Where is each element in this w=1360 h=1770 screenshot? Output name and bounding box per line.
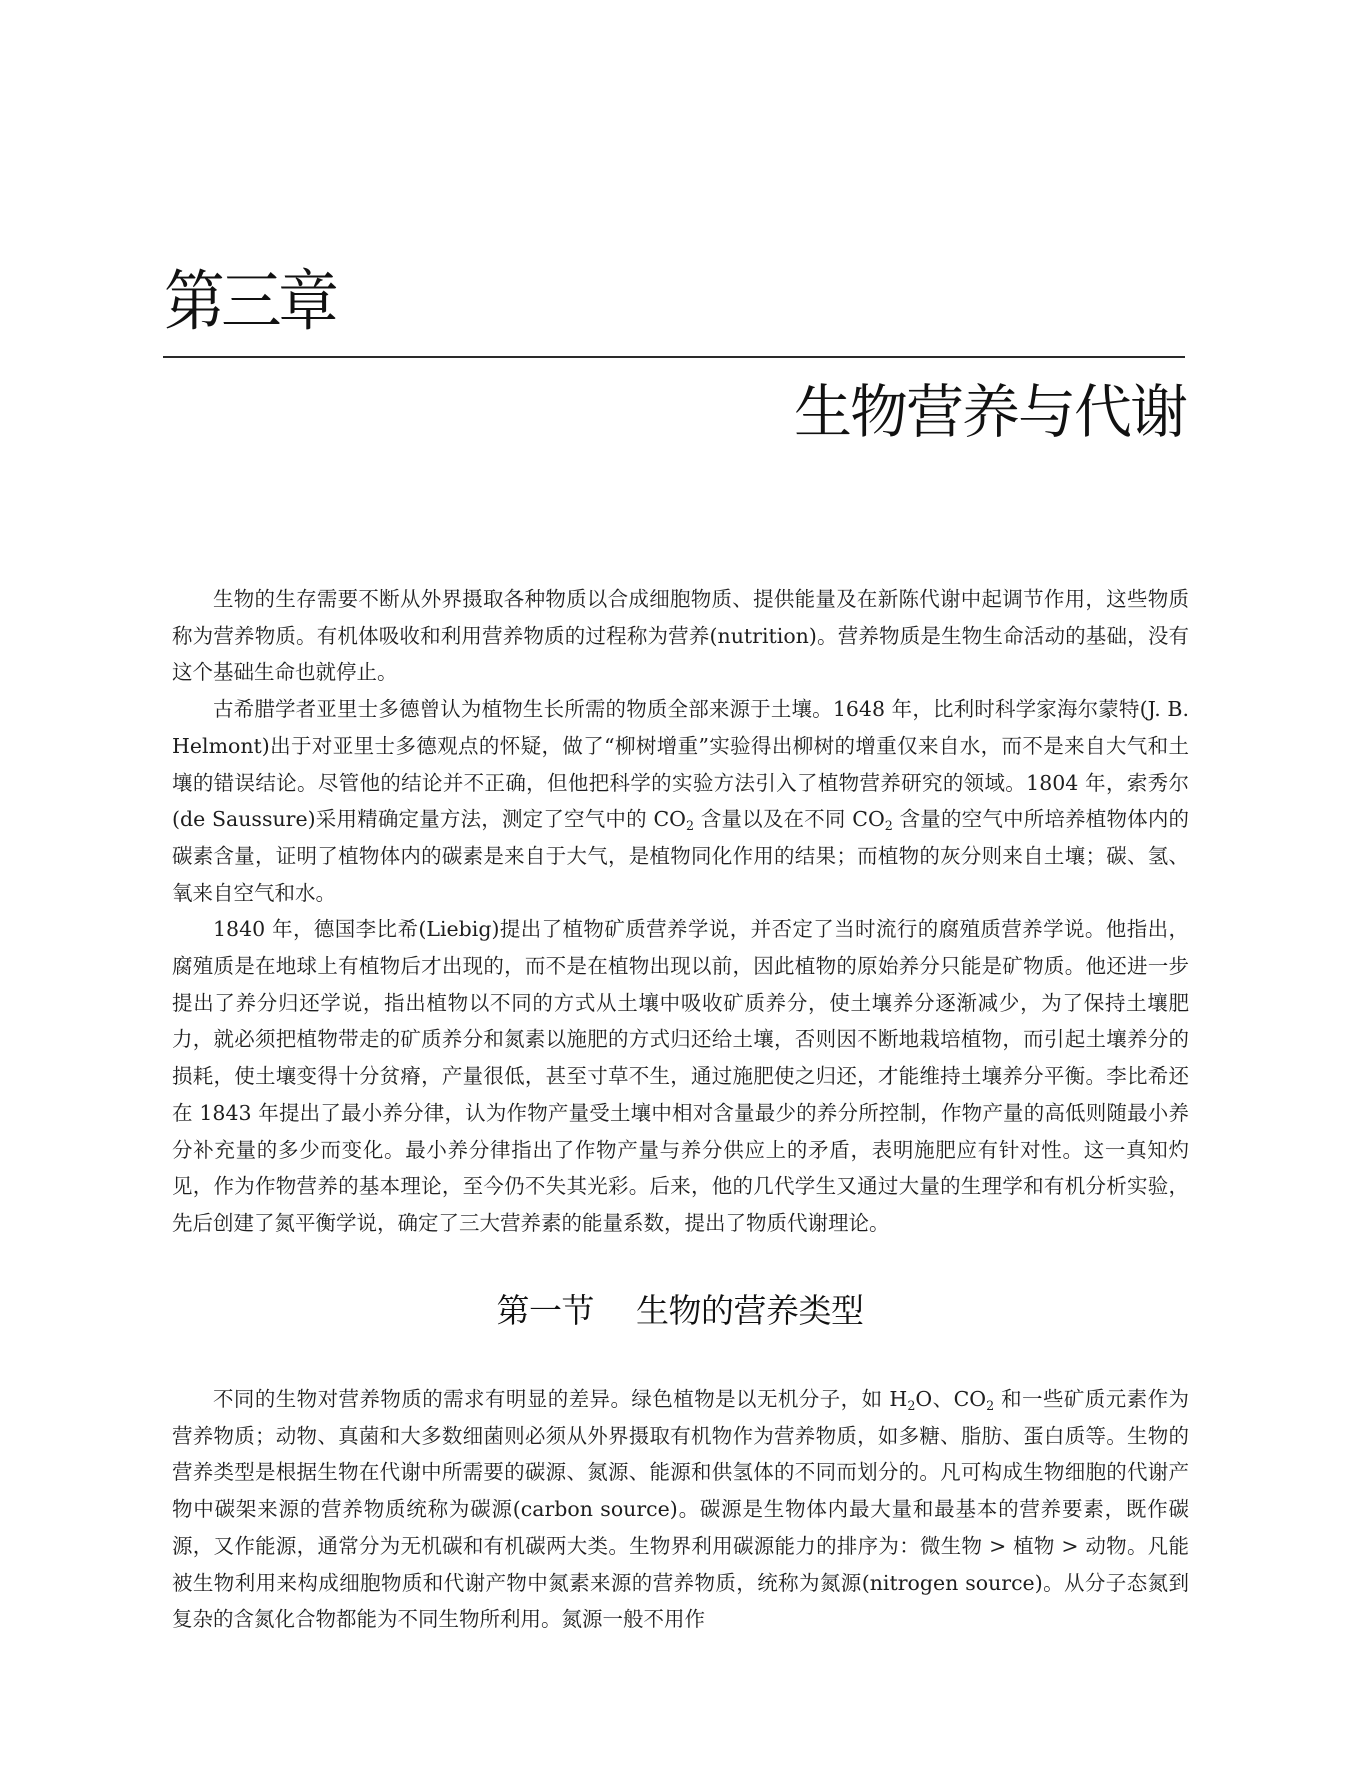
text-run: 古希腊学者亚里士多德曾认为植物生长所需的物质全部来源于土壤。1648 年，比利时科学家海尔蒙特(J. B. Helmont)出于对亚里士多德观点的怀疑，做了“柳树增重”实验得出柳树的增重仅来自水，而不是来自大气和土壤的错误结论。尽管他的结论并不正确，但他把科学的实验方法引入了植物营养研究的领域。1804 年，索秀尔(de Saussure)采用精确定量方法，测定了空气中的 CO [172, 697, 1189, 832]
paragraph [172, 1381, 1189, 1638]
chapter-title: 生物营养与代谢 [793, 378, 1186, 446]
chapter-divider [163, 356, 1185, 358]
text-run: 含量以及在不同 CO [694, 807, 885, 832]
text-run: O、CO [915, 1387, 987, 1411]
chapter-intro [172, 581, 1189, 1242]
paragraph [172, 911, 1189, 1241]
subscript: 2 [907, 1397, 916, 1413]
text-run: 生物的生存需要不断从外界摄取各种物质以合成细胞物质、提供能量及在新陈代谢中起调节作用，这些物质称为营养物质。有机体吸收和利用营养物质的过程称为营养(nutrition)。营养物质是生物生命活动的基础，没有这个基础生命也就停止。 [172, 587, 1189, 685]
section-title: 生物的营养类型 [636, 1291, 864, 1330]
subscript: 2 [986, 1397, 995, 1413]
section-heading [0, 1286, 1360, 1336]
section-number: 第一节 [496, 1291, 594, 1330]
subscript: 2 [884, 818, 893, 834]
text-run: 含量的空气中所培养植物体内的碳素含量，证明了植物体内的碳素是来自于大气，是植物同化作用的结果；而植物的灰分则来自土壤；碳、氢、氧来自空气和水。 [172, 807, 1190, 905]
subscript: 2 [685, 818, 695, 834]
text-run: 不同的生物对营养物质的需求有明显的差异。绿色植物是以无机分子，如 H [213, 1387, 908, 1411]
paragraph [172, 581, 1189, 691]
section-body [172, 1381, 1189, 1638]
chapter-number: 第三章 [164, 263, 336, 340]
paragraph [172, 691, 1189, 911]
text-run: 和一些矿质元素作为营养物质；动物、真菌和大多数细菌则必须从外界摄取有机物作为营养物质，如多糖、脂肪、蛋白质等。生物的营养类型是根据生物在代谢中所需要的碳源、氮源、能源和供氢体的不同而划分的。凡可构成生物细胞的代谢产物中碳架来源的营养物质统称为碳源(carbon source)。碳源是生物体内最大量和最基本的营养要素，既作碳源，又作能源，通常分为无机碳和有机碳两大类。生物界利用碳源能力的排序为：微生物 > 植物 > 动物。凡能被生物利用来构成细胞物质和代谢产物中氮素来源的营养物质，统称为氮源(nitrogen source)。从分子态氮到复杂的含氮化合物都能为不同生物所利用。氮源一般不用作 [172, 1387, 1189, 1632]
text-run: 1840 年，德国李比希(Liebig)提出了植物矿质营养学说，并否定了当时流行的腐殖质营养学说。他指出，腐殖质是在地球上有植物后才出现的，而不是在植物出现以前，因此植物的原始养分只能是矿物质。他还进一步提出了养分归还学说，指出植物以不同的方式从土壤中吸收矿质养分，使土壤养分逐渐减少，为了保持土壤肥力，就必须把植物带走的矿质养分和氮素以施肥的方式归还给土壤，否则因不断地栽培植物，而引起土壤养分的损耗，使土壤变得十分贫瘠，产量很低，甚至寸草不生，通过施肥使之归还，才能维持土壤养分平衡。李比希还在 1843 年提出了最小养分律，认为作物产量受土壤中相对含量最少的养分所控制，作物产量的高低则随最小养分补充量的多少而变化。最小养分律指出了作物产量与养分供应上的矛盾，表明施肥应有针对性。这一真知灼见，作为作物营养的基本理论，至今仍不失其光彩。后来，他的几代学生又通过大量的生理学和有机分析实验，先后创建了氮平衡学说，确定了三大营养素的能量系数，提出了物质代谢理论。 [172, 917, 1189, 1235]
